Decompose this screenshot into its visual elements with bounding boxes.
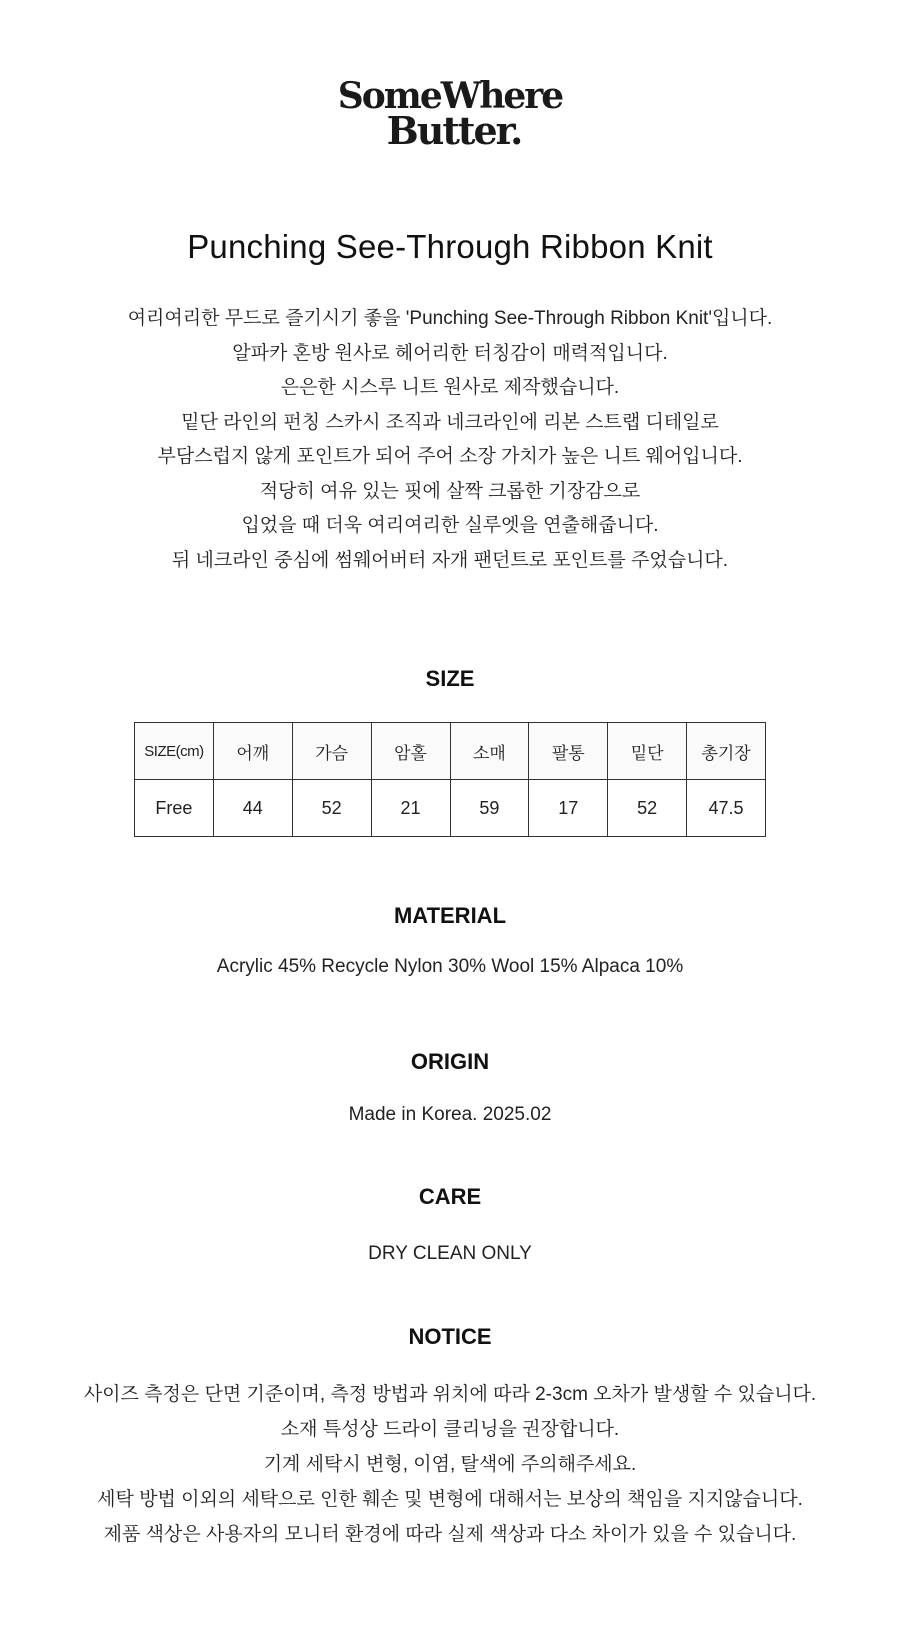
size-table-header-cell: 밑단 — [608, 723, 687, 780]
size-table-header-row — [135, 723, 766, 780]
brand-logo-line2: Butter. — [386, 108, 522, 153]
material-heading: MATERIAL — [393, 903, 507, 928]
description-line: 밑단 라인의 펀칭 스카시 조직과 네크라인에 리본 스트랩 디테일로 — [181, 411, 719, 433]
origin-text: Made in Korea. 2025.02 — [348, 1104, 552, 1125]
care-text: DRY CLEAN ONLY — [368, 1243, 532, 1264]
size-table-cell: 21 — [371, 780, 450, 837]
size-table-header-cell: 어깨 — [213, 723, 292, 780]
size-table — [134, 722, 766, 837]
product-title: Punching See-Through Ribbon Knit — [187, 228, 713, 265]
notice-line: 세탁 방법 이외의 세탁으로 인한 훼손 및 변형에 대해서는 보상의 책임을 지지않습니다. — [97, 1489, 803, 1510]
description-line: 여리여리한 무드로 즐기시기 좋을 'Punching See-Through Ribbon Knit'입니다. — [127, 308, 773, 329]
size-table-cell: 17 — [529, 780, 608, 837]
size-table-cell: 59 — [450, 780, 529, 837]
size-table-header-cell: 소매 — [450, 723, 529, 780]
origin-heading: ORIGIN — [410, 1049, 490, 1074]
notice-line: 제품 색상은 사용자의 모니터 환경에 따라 실제 색상과 다소 차이가 있을 수 있습니다. — [103, 1524, 797, 1545]
description-line: 입었을 때 더욱 여리여리한 실루엣을 연출해줍니다. — [241, 515, 659, 536]
notice-line: 사이즈 측정은 단면 기준이며, 측정 방법과 위치에 따라 2-3cm 오차가 발생할 수 있습니다. — [83, 1384, 817, 1405]
notice-heading: NOTICE — [408, 1324, 492, 1349]
size-table-header-cell: SIZE(cm) — [135, 723, 214, 780]
size-table-cell: Free — [135, 780, 214, 837]
notice-line: 기계 세탁시 변형, 이염, 탈색에 주의해주세요. — [263, 1454, 637, 1475]
size-table-cell: 52 — [608, 780, 687, 837]
description-line: 부담스럽지 않게 포인트가 되어 주어 소장 가치가 높은 니트 웨어입니다. — [157, 446, 743, 467]
description-line: 적당히 여유 있는 핏에 살짝 크롭한 기장감으로 — [259, 480, 641, 502]
size-table-cell: 44 — [213, 780, 292, 837]
description-line: 뒤 네크라인 중심에 썸웨어버터 자개 팬던트로 포인트를 주었습니다. — [171, 549, 729, 571]
size-table-cell: 52 — [292, 780, 371, 837]
description-line: 은은한 시스루 니트 원사로 제작했습니다. — [280, 377, 620, 398]
size-table-cell: 47.5 — [687, 780, 766, 837]
size-table-header-cell: 가슴 — [292, 723, 371, 780]
care-heading: CARE — [418, 1184, 482, 1209]
notice-list — [0, 1377, 900, 1552]
size-table-header-cell: 총기장 — [687, 723, 766, 780]
table-row — [135, 780, 766, 837]
brand-logo — [0, 75, 900, 153]
size-table-header-cell: 암홀 — [371, 723, 450, 780]
material-text: Acrylic 45% Recycle Nylon 30% Wool 15% Alpaca 10% — [216, 956, 684, 977]
description-line: 알파카 혼방 원사로 헤어리한 터칭감이 매력적입니다. — [232, 342, 668, 364]
product-description — [0, 302, 900, 578]
size-table-header-cell: 팔통 — [529, 723, 608, 780]
brand-logo-line1: SomeWhere — [337, 75, 563, 117]
notice-line: 소재 특성상 드라이 클리닝을 권장합니다. — [280, 1419, 620, 1440]
size-heading: SIZE — [425, 666, 475, 691]
